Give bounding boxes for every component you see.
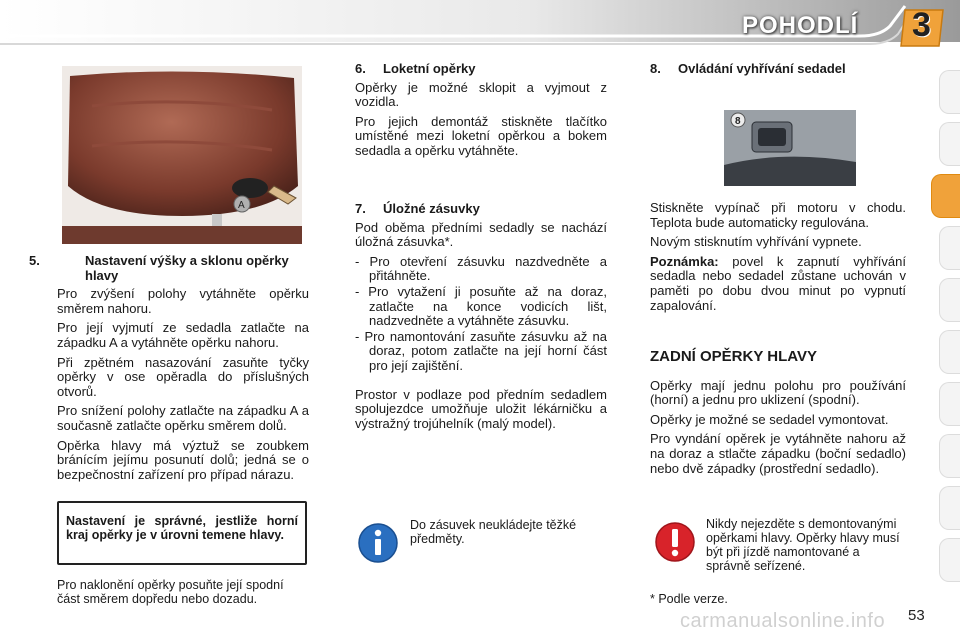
section-8-number: 8. xyxy=(650,61,661,76)
tab-3-active[interactable] xyxy=(931,174,960,218)
tab-8[interactable] xyxy=(939,434,960,478)
section-6-title: Loketní opěrky xyxy=(383,61,476,76)
list-item: - Pro vytažení ji posuňte až na doraz, zatlačte na konce vodicích lišt, nadzvedněte a vytáhněte zásuvku. xyxy=(355,283,607,329)
tab-1[interactable] xyxy=(939,70,960,114)
page-number: 53 xyxy=(908,607,925,624)
warning-icon xyxy=(654,521,696,563)
paragraph: Opěrka hlavy má výztuž se zoubkem bránícím jejímu posunutí dolů; jedná se o bezpečnostní zařízení pro případ nárazu. xyxy=(57,437,309,482)
switch-label: 8 xyxy=(735,116,741,127)
section-5-number: 5. xyxy=(29,253,40,268)
left-column xyxy=(29,253,309,487)
warning-note: Nikdy nejezděte s demontovanými opěrkami hlavy. Opěrky hlavy musí být při jízdě namontované a správně seřízené. xyxy=(706,517,900,573)
middle-column-drawers xyxy=(355,202,607,436)
note-label: Poznámka: xyxy=(650,253,719,269)
section-7-title: Úložné zásuvky xyxy=(383,201,480,216)
section-5-heading xyxy=(29,253,309,283)
paragraph: Pod oběma předními sedadly se nachází úložná zásuvka*. xyxy=(355,219,607,250)
chapter-tabs xyxy=(932,70,960,570)
headrest-photo xyxy=(62,66,302,244)
section-6-number: 6. xyxy=(355,61,366,76)
footnote: * Podle verze. xyxy=(650,592,728,606)
note-paragraph xyxy=(650,255,906,313)
paragraph: Opěrky je možné se sedadel vymontovat. xyxy=(650,411,889,427)
adjustment-note-box: Nastavení je správné, jestliže horní kraj opěrky je v úrovni temene hlavy. xyxy=(57,501,307,565)
rear-headrests xyxy=(650,350,906,481)
right-column xyxy=(650,201,906,318)
watermark: carmanualsonline.info xyxy=(680,610,886,632)
paragraph: Novým stisknutím vyhřívání vypnete. xyxy=(650,234,862,250)
paragraph: Pro snížení polohy zatlačte na západku A a současně zatlačte opěrku směrem dolů. xyxy=(57,403,309,433)
paragraph: Pro její vyjmutí ze sedadla zatlačte na západku A a vytáhněte opěrku nahoru. xyxy=(57,320,309,350)
list-item: - Pro otevření zásuvku nazdvedněte a přitáhněte. xyxy=(355,253,607,284)
tab-2[interactable] xyxy=(939,122,960,166)
tab-10[interactable] xyxy=(939,538,960,582)
tab-5[interactable] xyxy=(939,278,960,322)
paragraph: Pro vyndání opěrek je vytáhněte nahoru až na doraz a stlačte západku (boční sedadlo) nebo dvě západky (prostřední sedadlo). xyxy=(650,431,906,476)
info-note: Do zásuvek neukládejte těžké předměty. xyxy=(410,518,577,546)
section-8-title: Ovládání vyhřívání sedadel xyxy=(678,61,846,76)
info-icon xyxy=(357,522,399,564)
note-text: povel k zapnutí vyhřívání sedadla nebo sedadel zůstane uchován v paměti po dobu dvou minut po vypnutí zapalování. xyxy=(650,253,906,313)
seat-heating-switch-photo xyxy=(724,110,856,186)
tab-7[interactable] xyxy=(939,382,960,426)
rear-headrests-title: ZADNÍ OPĚRKY HLAVY xyxy=(650,348,817,365)
tab-9[interactable] xyxy=(939,486,960,530)
label-a: A xyxy=(238,200,245,211)
paragraph: Pro zvýšení polohy vytáhněte opěrku směrem nahoru. xyxy=(57,286,309,316)
section-5-title: Nastavení výšky a sklonu opěrky hlavy xyxy=(85,253,289,283)
paragraph: Při zpětném nasazování zasuňte tyčky opěrky v ose opěradla do příslušných otvorů. xyxy=(57,354,309,399)
paragraph: Pro jejich demontáž stiskněte tlačítko umístěné mezi loketní opěrkou a bokem sedadla a opěrku vytáhněte. xyxy=(355,113,607,158)
paragraph: Opěrky mají jednu polohu pro používání (horní) a jednu pro uklizení (spodní). xyxy=(650,377,906,408)
list-item: - Pro namontování zasuňte zásuvku až na doraz, potom zatlačte na její horní část pro její zajištění. xyxy=(355,328,607,373)
tilt-note: Pro naklonění opěrky posuňte její spodní část směrem dopředu nebo dozadu. xyxy=(57,578,284,606)
section-7-heading xyxy=(355,202,607,217)
chapter-number: 3 xyxy=(912,6,931,44)
section-8 xyxy=(650,62,906,81)
middle-column-top xyxy=(355,62,607,164)
section-7-number: 7. xyxy=(355,201,366,216)
section-8-heading xyxy=(650,62,906,77)
tab-4[interactable] xyxy=(939,226,960,270)
paragraph: Opěrky je možné sklopit a vyjmout z vozidla. xyxy=(355,79,607,110)
paragraph: Prostor v podlaze pod předním sedadlem spolujezdce umožňuje uložit lékárničku a výstražný trojúhelník (malý model). xyxy=(355,386,607,431)
page-title: POHODLÍ xyxy=(742,12,859,39)
paragraph: Stiskněte vypínač při motoru v chodu. Teplota bude automaticky regulována. xyxy=(650,200,906,230)
tab-6[interactable] xyxy=(939,330,960,374)
section-6-heading xyxy=(355,62,607,77)
